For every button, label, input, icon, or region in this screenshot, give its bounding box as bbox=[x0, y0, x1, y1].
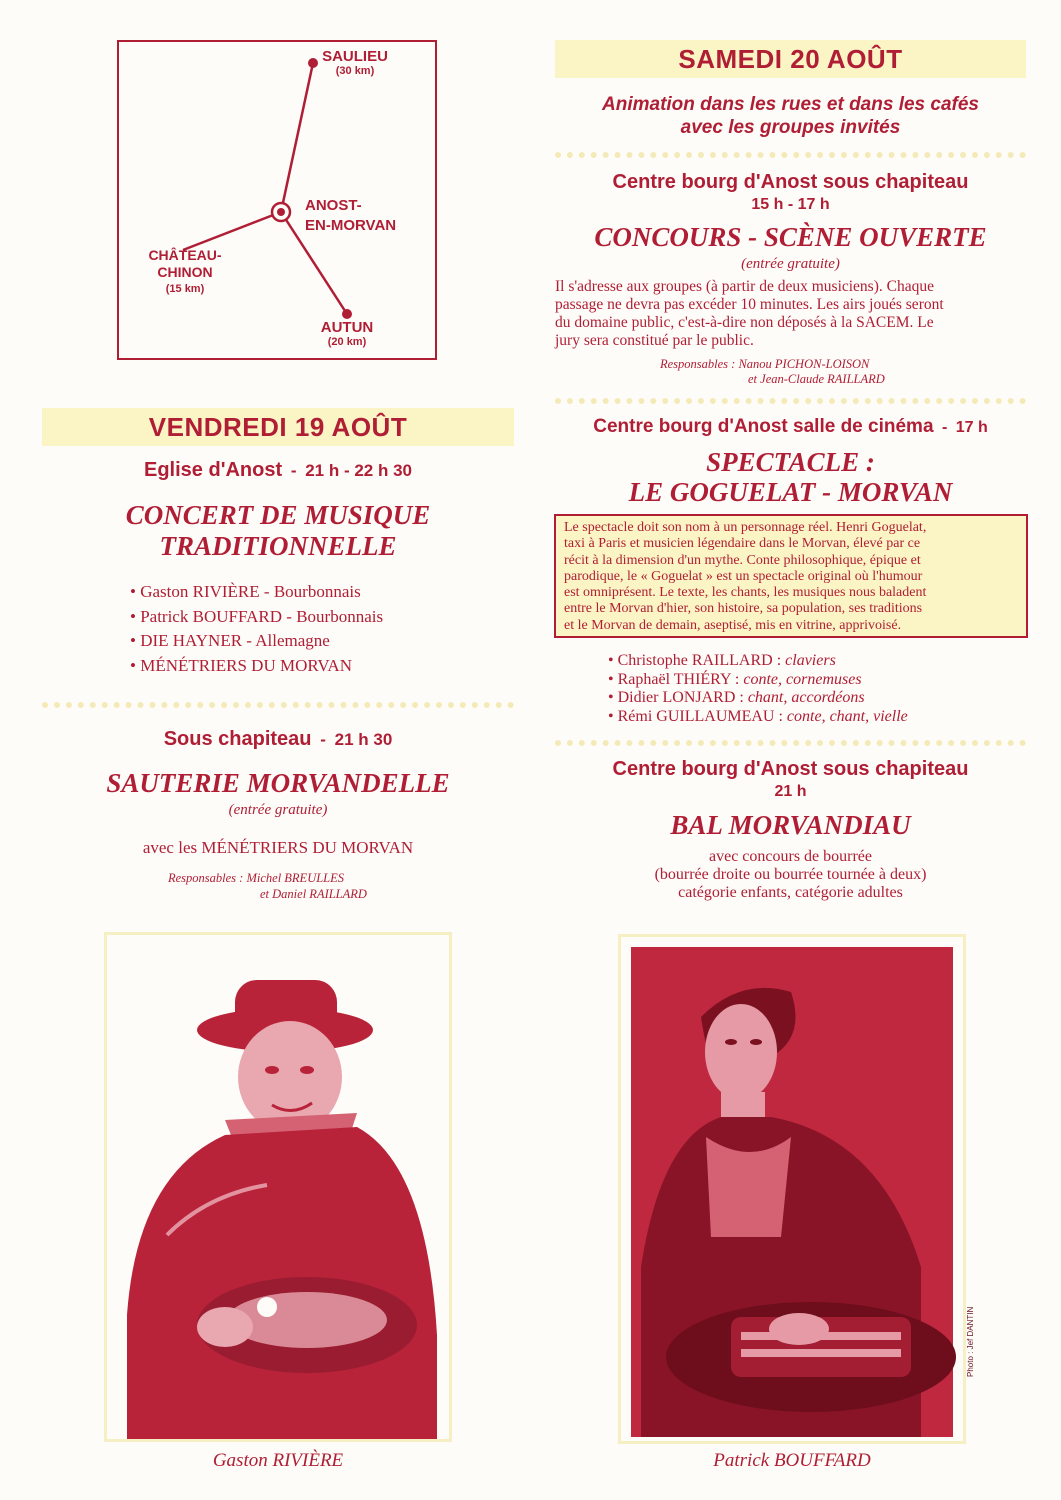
friday-sauterie-note: (entrée gratuite) bbox=[228, 802, 328, 818]
musician-photo-gaston bbox=[107, 935, 449, 1439]
saturday-photo-frame bbox=[618, 934, 975, 1444]
friday-sauterie-title: SAUTERIE MORVANDELLE bbox=[106, 768, 450, 798]
concours-time: 15 h - 17 h bbox=[751, 196, 830, 213]
spectacle-cast-list bbox=[608, 652, 908, 726]
photo-credit: Photo : Jef DANTIN bbox=[966, 1306, 975, 1377]
saturday-animation: Animation dans les rues et dans les cafés avec les groupes invités bbox=[602, 94, 979, 138]
friday-date-banner: VENDREDI 19 AOÛT bbox=[42, 408, 514, 446]
concours-responsables: Responsables : Nanou PICHON-LOISON et Jean-Claude RAILLARD bbox=[660, 357, 885, 386]
map-box bbox=[117, 40, 437, 360]
list-item: • DIE HAYNER - Allemagne bbox=[130, 631, 330, 650]
friday-sauterie-with: avec les MÉNÉTRIERS DU MORVAN bbox=[142, 838, 414, 857]
saturday-photo-caption: Patrick BOUFFARD bbox=[713, 1450, 871, 1471]
divider bbox=[555, 152, 1026, 158]
spectacle-description-box: Le spectacle doit son nom à un personnage réel. Henri Goguelat, taxi à Paris et musicien légendaire dans le Morvan, élevé par ce récit à la dimension d'un mythe. Conte philosophique, épique et parodique, le « Goguelat » est un spectacle original où l'humour est omniprésent. Le texte, les chants, les musiques nous baladent entre le Morvan d'hier, son histoire, sa population, ses traditions et le Morvan de demain, aseptisé, mis en vitrine, apprivoisé. bbox=[554, 514, 1028, 638]
spectacle-title: SPECTACLE : LE GOGUELAT - MORVAN bbox=[628, 447, 953, 507]
saturday-date-banner: SAMEDI 20 AOÛT bbox=[555, 40, 1026, 78]
bal-venue: Centre bourg d'Anost sous chapiteau bbox=[612, 758, 969, 780]
bal-title: BAL MORVANDIAU bbox=[670, 810, 911, 840]
map-label-anost: ANOST- EN-MORVAN bbox=[305, 197, 397, 234]
friday-photo-frame bbox=[104, 932, 452, 1442]
friday-concert-venue: Eglise d'Anost - 21 h - 22 h 30 bbox=[144, 459, 412, 481]
list-item: • Didier LONJARD : chant, accordéons bbox=[608, 689, 865, 706]
friday-photo-caption: Gaston RIVIÈRE bbox=[212, 1450, 344, 1471]
friday-performer-list bbox=[130, 580, 383, 678]
list-item: • Gaston RIVIÈRE - Bourbonnais bbox=[130, 582, 361, 601]
list-item: • Raphaël THIÉRY : conte, cornemuses bbox=[608, 670, 862, 688]
list-item: • Patrick BOUFFARD - Bourbonnais bbox=[130, 606, 384, 626]
list-item: • Rémi GUILLAUMEAU : conte, chant, vielle bbox=[608, 707, 908, 725]
concours-text: Il s'adresse aux groupes (à partir de deux musiciens). Chaque passage ne devra pas excéder 10 minutes. Les airs joués seront du domaine public, c'est-à-dire non déposés à la SACEM. Le jury sera constitué par le public. bbox=[555, 278, 944, 349]
map-label-chateau-chinon: CHÂTEAU- CHINON (15 km) bbox=[148, 247, 222, 295]
divider bbox=[555, 398, 1026, 404]
divider bbox=[555, 740, 1026, 746]
concours-title: CONCOURS - SCÈNE OUVERTE bbox=[594, 222, 987, 252]
musician-photo-patrick bbox=[621, 937, 963, 1441]
bal-time: 21 h bbox=[774, 783, 807, 800]
map-label-saulieu: SAULIEU (30 km) bbox=[322, 48, 388, 77]
concours-note: (entrée gratuite) bbox=[741, 256, 840, 272]
spectacle-venue: Centre bourg d'Anost salle de cinéma - 17 h bbox=[593, 416, 988, 437]
list-item: • Christophe RAILLARD : claviers bbox=[608, 652, 836, 669]
map-label-autun: AUTUN (20 km) bbox=[320, 319, 374, 348]
friday-sauterie-responsables: Responsables : Michel BREULLES et Daniel RAILLARD bbox=[168, 871, 367, 901]
friday-sauterie-venue: Sous chapiteau - 21 h 30 bbox=[163, 728, 393, 750]
bal-details: avec concours de bourrée (bourrée droite ou bourrée tournée à deux) catégorie enfants, catégorie adultes bbox=[654, 848, 927, 901]
friday-concert-title: CONCERT DE MUSIQUE TRADITIONNELLE bbox=[125, 500, 431, 561]
concours-venue: Centre bourg d'Anost sous chapiteau bbox=[612, 171, 969, 193]
divider bbox=[42, 702, 514, 708]
list-item: • MÉNÉTRIERS DU MORVAN bbox=[130, 655, 352, 675]
